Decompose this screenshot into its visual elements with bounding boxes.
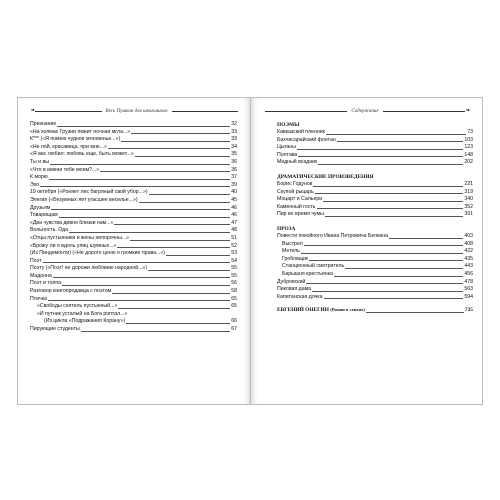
section-heading: ПРОЗА (277, 225, 296, 232)
toc-entry-title: Товарищам (30, 212, 58, 219)
toc-entry-title: Барышня крестьянка (282, 270, 333, 277)
toc-entry (277, 129, 473, 137)
toc-entry-page: 34 (231, 143, 237, 150)
leader-dots (40, 186, 230, 187)
leader-dots (108, 148, 230, 149)
toc-entry-page: 51 (231, 234, 237, 241)
toc-entry-page: 123 (464, 144, 473, 151)
toc-entry (30, 205, 237, 213)
toc-entry-page: 54 (231, 257, 237, 264)
toc-entry (30, 318, 237, 326)
leader-dots (312, 291, 463, 292)
toc-entry (30, 144, 237, 152)
toc-entry (30, 265, 237, 273)
toc-entry (277, 286, 473, 294)
toc-entry (30, 182, 237, 190)
toc-entry-title: Пиковая дама (277, 286, 312, 293)
toc-entry-page: 391 (464, 211, 473, 218)
leader-dots (304, 245, 464, 246)
leader-dots (317, 208, 464, 209)
toc-entry-title: «Я вас любил: любовь еще, быть может...» (30, 151, 134, 158)
right-running-head (265, 108, 470, 114)
toc-entry (30, 311, 237, 319)
toc-entry-title: Дубровский (277, 278, 306, 285)
leader-dots (139, 202, 231, 203)
toc-entry-title: Кавказский пленник (277, 129, 325, 135)
leader-dots (166, 255, 230, 256)
toc-entry-page: 435 (464, 255, 473, 262)
toc-entry-title: Капитанская дочка (277, 293, 323, 300)
toc-entry-title: Гробовщик (282, 255, 309, 262)
toc-entry-page: 443 (464, 263, 473, 270)
toc-entry-title: Полтава (277, 151, 298, 158)
leader-dots (114, 224, 230, 225)
rule (383, 111, 465, 112)
leader-dots (366, 312, 464, 313)
section-heading: ПОЭМЫ (277, 122, 300, 128)
toc-entry-title: Борис Годунов (277, 180, 313, 187)
toc-entry-title: Вольность. Ода (30, 227, 69, 234)
toc-entry-page: 47 (231, 219, 237, 226)
toc-entry (277, 204, 473, 212)
toc-entry-title: Поэт (30, 257, 42, 264)
toc-entry-title: «Свободы сеятель пустынный...» (37, 303, 118, 310)
toc-entry (277, 181, 473, 189)
toc-entry-title: Повести покойного Ивана Петровича Белкина (277, 232, 388, 239)
leader-dots (337, 141, 464, 142)
toc-entry-page: 563 (464, 286, 473, 293)
toc-entry (30, 121, 237, 129)
leader-dots (59, 217, 230, 218)
toc-entry-title: (Из Пиндемонти) («Не дорого ценю я громкие права...») (30, 250, 165, 257)
leader-dots (148, 270, 230, 271)
toc-entry (30, 136, 237, 144)
toc-entry (30, 129, 237, 137)
toc-entry (277, 144, 473, 152)
toc-entry (30, 243, 237, 251)
toc-entry-page: 319 (464, 188, 473, 195)
toc-entry (277, 211, 473, 219)
toc-entry-title: Признание (30, 121, 57, 127)
toc-entry-page: 202 (464, 159, 473, 166)
flourish-icon: ❧ (30, 108, 36, 114)
leader-dots (135, 156, 230, 157)
leader-dots (318, 164, 463, 165)
toc-entry-title: «Брожу ли я вдоль улиц шумных...» (30, 242, 117, 249)
toc-entry (30, 189, 237, 197)
right-toc-list (277, 121, 473, 315)
leader-dots (324, 298, 464, 299)
toc-entry-page: 65 (231, 303, 237, 310)
toc-entry-title: ЕВГЕНИЙ ОНЕГИН (Роман в стихах) (277, 307, 365, 314)
toc-entry (277, 294, 473, 302)
section-heading: ДРАМАТИЧЕСКИЕ ПРОИЗВЕДЕНИЯ (277, 173, 374, 180)
toc-entry (30, 273, 237, 281)
leader-dots (51, 209, 230, 210)
toc-entry-title: Ты и вы (30, 158, 49, 165)
toc-entry (30, 258, 237, 266)
leader-dots (301, 253, 463, 254)
toc-entry-title: Элегия («Безумных лет угасшее веселье...») (30, 196, 138, 203)
toc-entry-page: 66 (231, 318, 237, 325)
toc-entry-page: 40 (231, 189, 237, 196)
leader-dots (313, 186, 463, 187)
toc-entry-page: 403 (464, 232, 473, 239)
toc-entry-page: 456 (464, 270, 473, 277)
leader-dots (53, 277, 230, 278)
toc-entry-page: 52 (231, 242, 237, 249)
toc-entry (30, 235, 237, 243)
toc-entry (277, 196, 473, 204)
leader-dots (315, 193, 464, 194)
left-page (17, 97, 251, 405)
leader-dots (131, 133, 230, 134)
toc-entry (30, 197, 237, 205)
toc-entry (277, 189, 473, 197)
leader-dots (62, 285, 230, 286)
toc-entry (277, 248, 473, 256)
leader-dots (334, 276, 464, 277)
toc-entry-page: 73 (467, 129, 473, 135)
toc-entry (277, 271, 473, 279)
leader-dots (100, 171, 230, 172)
toc-entry-page: 33 (231, 136, 237, 143)
toc-entry-page: 58 (231, 288, 237, 295)
toc-entry (30, 220, 237, 228)
toc-entry-title: 19 октября («Роняет лес багряный свой убор...») (30, 189, 148, 196)
leader-dots (306, 283, 463, 284)
toc-entry-page: 33 (231, 128, 237, 135)
leader-dots (117, 247, 230, 248)
toc-entry-subtitle: (Роман в стихах) (330, 307, 365, 313)
toc-entry-page: 46 (231, 212, 237, 219)
toc-entry-page: 340 (464, 196, 473, 203)
toc-entry-title: (Из цикла «Подражания Корану») (44, 318, 126, 325)
toc-entry-page: 478 (464, 278, 473, 285)
toc-entry (30, 227, 237, 235)
toc-entry (277, 137, 473, 145)
toc-entry-page: 352 (464, 203, 473, 210)
toc-entry-page: 36 (231, 166, 237, 173)
toc-entry (30, 250, 237, 258)
leader-dots (69, 232, 230, 233)
toc-entry (30, 174, 237, 182)
toc-entry-title: Каменный гость (277, 203, 316, 210)
toc-entry (277, 159, 473, 167)
toc-entry-page: 45 (231, 196, 237, 203)
toc-entry-title: Пирующие студенты (30, 326, 80, 333)
rule (35, 111, 102, 112)
left-running-head (30, 108, 238, 114)
toc-entry-title: Друзьям (30, 204, 51, 211)
toc-entry (30, 326, 237, 334)
toc-entry-title: Бахчисарайский фонтан (277, 136, 336, 143)
toc-entry (277, 263, 473, 271)
toc-entry-onegin (277, 307, 473, 315)
toc-entry-page: 35 (231, 151, 237, 158)
toc-entry (30, 288, 237, 296)
leader-dots (126, 323, 230, 324)
toc-entry-title: К морю (30, 174, 48, 181)
toc-entry-title: Поэт и толпа (30, 280, 62, 287)
toc-entry-page: 55 (231, 272, 237, 279)
toc-entry (30, 167, 237, 175)
leader-dots (323, 201, 463, 202)
right-page (250, 97, 483, 405)
toc-entry-title: К*** («Я помню чудное мгновенье...») (30, 136, 121, 143)
toc-entry-page: 48 (231, 227, 237, 234)
leader-dots (130, 240, 230, 241)
toc-entry-page: 148 (464, 151, 473, 158)
toc-entry-page: 37 (231, 174, 237, 181)
toc-entry (30, 280, 237, 288)
running-head-text: Содержание (351, 108, 379, 114)
toc-entry-title: Птичка (30, 295, 47, 302)
toc-entry-title: Медный всадник (277, 159, 318, 166)
toc-entry-page: 46 (231, 204, 237, 211)
toc-entry (30, 296, 237, 304)
toc-entry-page: 67 (231, 326, 237, 333)
toc-entry-page: 56 (231, 280, 237, 287)
toc-entry-page: 32 (231, 121, 237, 127)
toc-entry-page: 36 (231, 158, 237, 165)
leader-dots (112, 293, 230, 294)
leader-dots (325, 216, 463, 217)
leader-dots (309, 260, 463, 261)
toc-entry (277, 256, 473, 264)
leader-dots (118, 308, 230, 309)
leader-dots (57, 126, 230, 127)
toc-entry (277, 279, 473, 287)
toc-entry-page: 55 (231, 265, 237, 272)
toc-entry-title: «И путник усталый на Бога роптал...» (37, 310, 128, 317)
toc-entry-title: Цыганы (277, 144, 296, 151)
toc-entry-page: 594 (464, 293, 473, 300)
toc-entry-title: «Отцы пустынники и жены непорочны...» (30, 234, 130, 241)
toc-entry-page: 103 (464, 136, 473, 143)
toc-entry (30, 303, 237, 311)
toc-entry-title: Эхо (30, 181, 40, 188)
leader-dots (345, 268, 463, 269)
toc-entry-title: Станционный смотритель (282, 263, 345, 270)
flourish-icon: ❧ (464, 108, 470, 114)
rule (172, 111, 239, 112)
leader-dots (48, 300, 230, 301)
toc-entry (30, 151, 237, 159)
leader-dots (326, 134, 466, 135)
rule (265, 111, 347, 112)
toc-entry-page: 39 (231, 181, 237, 188)
leader-dots (43, 262, 231, 263)
toc-entry-title: «Два чувства дивно близки нам...» (30, 219, 114, 226)
toc-entry (30, 212, 237, 220)
toc-entry (277, 152, 473, 160)
toc-entry-title: Метель (282, 248, 300, 255)
toc-entry-title: Выстрел (282, 240, 303, 247)
toc-entry-title: Скупой рыцарь (277, 188, 314, 195)
leader-dots (297, 149, 464, 150)
toc-entry-title: Моцарт и Сальери (277, 196, 323, 203)
toc-entry-page: 53 (231, 250, 237, 257)
running-head-text: Весь Пушкин для школьников (105, 108, 168, 114)
toc-entry-page: 408 (464, 240, 473, 247)
toc-entry (277, 233, 473, 241)
leader-dots (49, 179, 231, 180)
toc-entry-page: 221 (464, 180, 473, 187)
toc-entry-title: «Не пой, красавица, при мне...» (30, 143, 107, 150)
leader-dots (81, 331, 230, 332)
leader-dots (121, 141, 230, 142)
left-toc-list (30, 121, 237, 334)
toc-entry-page: 422 (464, 248, 473, 255)
toc-entry (277, 241, 473, 249)
book-spread (17, 97, 483, 405)
toc-entry-title: Мадонна (30, 272, 52, 279)
toc-entry-title: Поэту («Поэт! не дорожи любовию народной...») (30, 265, 148, 272)
toc-entry-title: Разговор книгопродавца с поэтом (30, 288, 112, 295)
toc-entry-page: 65 (231, 295, 237, 302)
toc-entry-title: «Что в имени тебе моем?...» (30, 166, 100, 173)
leader-dots (298, 156, 463, 157)
leader-dots (149, 194, 231, 195)
toc-entry-title: «На холмах Грузии лежит ночная мгла...» (30, 128, 131, 135)
toc-entry (30, 159, 237, 167)
leader-dots (50, 164, 230, 165)
toc-entry-title: Пир во время чумы (277, 211, 324, 218)
leader-dots (389, 238, 463, 239)
toc-entry-page: 725 (464, 307, 473, 314)
